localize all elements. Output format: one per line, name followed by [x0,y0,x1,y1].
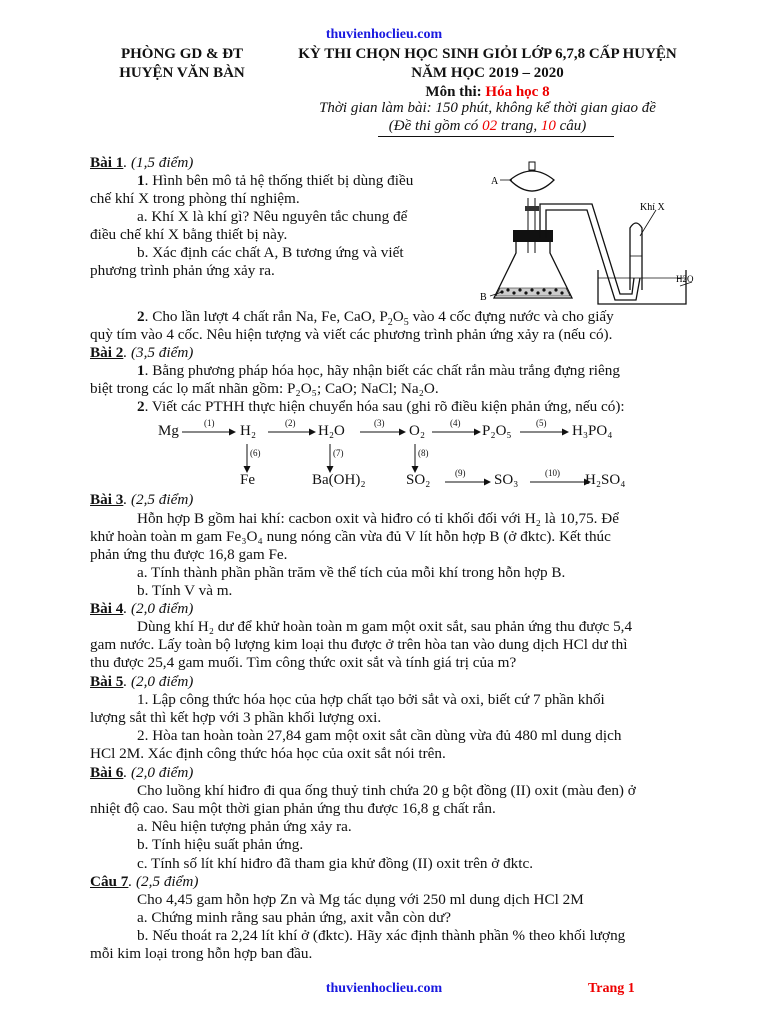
chem-fe: Fe [240,472,255,488]
exam-title: KỲ THI CHỌN HỌC SINH GIỎI LỚP 6,7,8 CẤP HUYỆN [298,46,677,62]
chem-so2: SO₂ [406,472,431,488]
chem-so3: SO₃ [494,472,519,488]
bai6-b: b. Tính hiệu suất phản ứng. [137,836,304,853]
site-watermark-top[interactable]: thuvienhoclieu.com [325,27,443,42]
bai2-heading: Bài 2. (3,5 điểm) [90,344,194,361]
dept-name: PHÒNG GD & ĐT [120,46,244,62]
bai3-a: a. Tính thành phần phần trăm về thể tích của mỗi khí trong hỗn hợp B. [137,564,566,581]
chem-h2: H₂ [240,423,257,439]
label-water: H2O [676,274,694,284]
bai3-heading: Bài 3. (2,5 điểm) [90,491,194,508]
cau7-a: a. Chứng minh rằng sau phản ứng, axit vẫn còn dư? [137,909,452,926]
bai1-pb2: phương trình phản ứng xảy ra. [90,262,275,279]
bai2-p1a: 1. Bằng phương pháp hóa học, hãy nhận biết các chất rắn màu trắng đựng riêng [137,362,620,379]
bai6-l2: nhiệt độ cao. Sau một thời gian phản ứng thu được 16,8 g chất rắn. [90,800,496,817]
header-right [265,45,710,102]
bai3-b: b. Tính V và m. [137,582,233,599]
bai3-l3: phản ứng thu được 16,8 gam Fe. [90,546,288,563]
bai5-l3: 2. Hòa tan hoàn toàn 27,84 gam một oxit sắt cần dùng vừa đủ 480 ml dung dịch [137,727,622,744]
step-7: (7) [333,448,344,458]
cau7-b2: mỗi kim loại trong hỗn hợp ban đầu. [90,945,313,962]
chem-h2so4: H₂SO₄ [585,472,626,488]
page-number: Trang 1 [588,981,635,996]
pages-note: (Đề thi gồm có 02 trang, 10 câu) [388,118,587,134]
cau7-heading: Câu 7. (2,5 điểm) [90,873,199,890]
bai6-a: a. Nêu hiện tượng phản ứng xảy ra. [137,818,352,835]
bai5-l1: 1. Lập công thức hóa học của hợp chất tạo bởi sắt và oxi, biết cứ 7 phần khối [137,691,605,708]
bai6-c: c. Tính số lít khí hiđro đã tham gia khử đồng (II) oxit trên ở đktc. [137,855,534,872]
bai1-heading: Bài 1. (1,5 điểm) [90,154,194,171]
bai3-l1: Hỗn hợp B gồm hai khí: cacbon oxit và hiđro có tỉ khối đối với H₂ là 10,75. Để [137,510,619,527]
site-watermark-bottom[interactable]: thuvienhoclieu.com [325,981,443,996]
bai1-p1b: chế khí X trong phòng thí nghiệm. [90,190,300,207]
bai5-l2: lượng sắt thì kết hợp với 3 phần khối lượng oxi. [90,709,382,726]
chem-p2o5: P₂O₅ [482,423,512,439]
step-4: (4) [450,418,461,428]
school-year: NĂM HỌC 2019 – 2020 [411,65,564,81]
step-5: (5) [536,418,547,428]
step-10: (10) [545,468,560,478]
label-a: A [491,176,499,187]
chem-mg: Mg [158,423,179,439]
step-1: (1) [204,418,215,428]
label-b: B [480,292,487,303]
subject-name: Hóa học 8 [485,84,550,100]
header-left [92,45,272,83]
cau7-b1: b. Nếu thoát ra 2,24 lít khí ở (đktc). Hãy xác định thành phần % theo khối lượng [137,927,626,944]
label-gas: Khí X [640,202,665,213]
chem-baoh2: Ba(OH)₂ [312,472,366,488]
bai4-heading: Bài 4. (2,0 điểm) [90,600,194,617]
bai2-p2a: 2. Viết các PTHH thực hiện chuyển hóa sau (ghi rõ điều kiện phản ứng, nếu có): [137,398,625,415]
bai6-heading: Bài 6. (2,0 điểm) [90,764,194,781]
bai5-heading: Bài 5. (2,0 điểm) [90,673,194,690]
bai1-pa1: a. Khí X là khí gì? Nêu nguyên tắc chung để [137,208,408,225]
district-name: HUYỆN VĂN BÀN [119,65,245,81]
subject-line: Môn thi: Hóa học 8 [425,84,550,100]
cau7-l1: Cho 4,45 gam hỗn hợp Zn và Mg tác dụng với 250 ml dung dịch HCl 2M [137,891,584,908]
step-6: (6) [250,448,261,458]
step-2: (2) [285,418,296,428]
bai1-p2b: quỳ tím vào 4 cốc. Nêu hiện tượng và viết các phương trình phản ứng xảy ra (nếu có). [90,326,613,343]
step-9: (9) [455,468,466,478]
bai4-l2: gam nước. Lấy toàn bộ lượng kim loại thu được ở trên hòa tan vào dung dịch HCl dư thì [90,636,628,653]
bai1-p2a: 2. Cho lần lượt 4 chất rắn Na, Fe, CaO, $P_2O_5$ vào 4 cốc đựng nước và cho giấy [137,308,614,329]
chem-h3po4: H₃PO₄ [572,423,613,439]
bai4-l3: thu được 25,4 gam muối. Tìm công thức oxit sắt và tính giá trị của m? [90,654,517,671]
bai1-pb1: b. Xác định các chất A, B tương ứng và viết [137,244,404,261]
bai4-l1: Dùng khí H₂ dư để khử hoàn toàn m gam một oxit sắt, sau phản ứng thu được 5,4 [137,618,633,635]
bai5-l4: HCl 2M. Xác định công thức hóa học của oxit sắt nói trên. [90,745,446,762]
bai1-pa2: điều chế khí X bằng thiết bị này. [90,226,288,243]
chem-h2o: H₂O [318,423,345,439]
header-rule [378,136,614,137]
bai2-p1b: biệt trong các lọ mất nhãn gồm: P₂O₅; CaO; NaCl; Na₂O. [90,380,439,397]
time-note: Thời gian làm bài: 150 phút, không kể thời gian giao đề [319,100,656,116]
bai3-l2: khử hoàn toàn m gam Fe₃O₄ nung nóng cần vừa đủ V lít hỗn hợp B (ở đktc). Kết thúc [90,528,611,545]
bai1-p1a: 1. Hình bên mô tả hệ thống thiết bị dùng điều [137,172,414,189]
step-3: (3) [374,418,385,428]
chem-o2: O₂ [409,423,426,439]
bai6-l1: Cho luồng khí hiđro đi qua ống thuỷ tinh chứa 20 g bột đồng (II) oxit (màu đen) ở [137,782,636,799]
step-8: (8) [418,448,429,458]
